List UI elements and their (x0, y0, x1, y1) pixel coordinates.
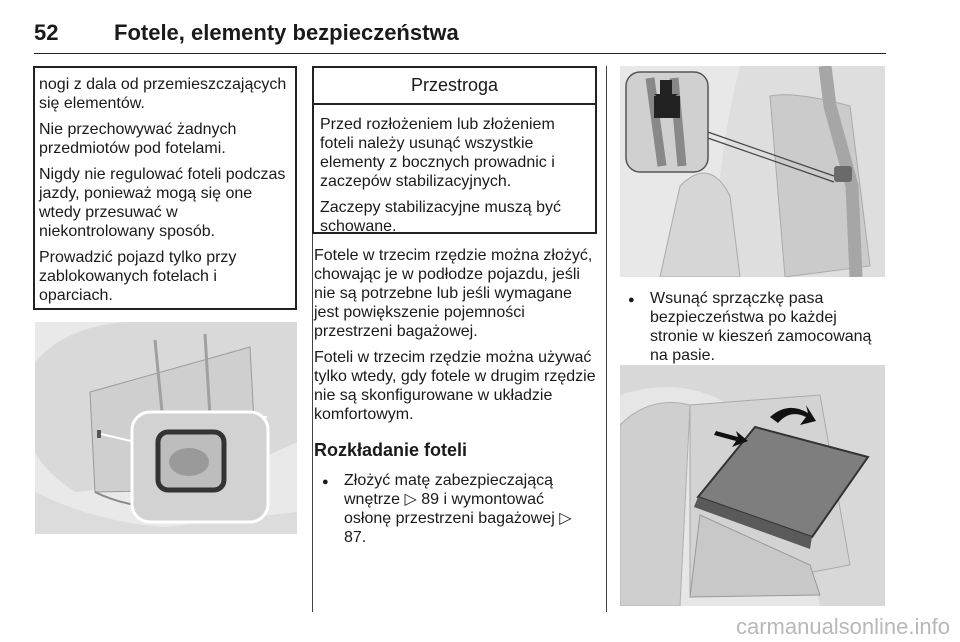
column-divider-2 (606, 66, 607, 612)
section-subheading: Rozkładanie foteli (314, 440, 468, 460)
page-number: 52 (34, 20, 59, 45)
bullet-text: Złożyć matę zabezpieczającą wnętrze (344, 472, 553, 508)
warning-paragraph: Nigdy nie regulować foteli podczas jazdy, ponieważ mogą się one wtedy przesuwać w niekontrolowany sposób. (39, 166, 286, 240)
seatbelt-buckle-illustration (620, 66, 885, 277)
watermark-text: carmanualsonline.info (735, 614, 950, 639)
bullet-icon: ● (322, 476, 329, 488)
bullet-text: Wsunąć sprzączkę pasa bezpieczeństwa po każdej stronie w kieszeń zamocowaną na pasie. (650, 290, 872, 364)
page-reference[interactable]: 89 i wymontować osłonę przestrzeni bagażowej (344, 491, 555, 527)
warning-paragraph: Nie przechowywać żadnych przedmiotów pod fotelami. (39, 121, 237, 157)
reference-arrow-icon: ▷ (559, 510, 572, 527)
bullet-item (322, 471, 592, 547)
reference-arrow-icon: ▷ (404, 491, 417, 508)
page-title: Fotele, elementy bezpieczeństwa (114, 20, 459, 45)
bullet-item (628, 289, 884, 365)
body-text (314, 246, 599, 431)
body-paragraph: Foteli w trzecim rzędzie można używać tylko wtedy, gdy fotele w drugim rzędzie nie są skonfigurowane w układzie komfortowym. (314, 349, 596, 423)
floor-mat-illustration (620, 365, 885, 606)
caution-heading: Przestroga (314, 68, 595, 105)
caution-paragraph: Przed rozłożeniem lub złożeniem foteli należy usunąć wszystkie elementy z bocznych prowadnic i zaczepów stabilizacyjnych. (320, 116, 555, 190)
warning-box (33, 66, 297, 310)
header-rule (34, 53, 886, 54)
bullet-icon: ● (628, 294, 635, 306)
caution-paragraph: Zaczepy stabilizacyjne muszą być schowane. (320, 199, 561, 235)
page-reference[interactable]: 87. (344, 529, 367, 546)
trunk-lock-illustration (35, 322, 297, 534)
body-paragraph: Fotele w trzecim rzędzie można złożyć, chowając je w podłodze pojazdu, jeśli nie są potrzebne lub jeśli wymagane jest powiększenie pojemności przestrzeni bagażowej. (314, 247, 593, 340)
warning-paragraph: Prowadzić pojazd tylko przy zablokowanych fotelach i oparciach. (39, 249, 237, 304)
warning-paragraph: nogi z dala od przemieszczających się elementów. (39, 76, 287, 112)
caution-box (312, 66, 597, 234)
